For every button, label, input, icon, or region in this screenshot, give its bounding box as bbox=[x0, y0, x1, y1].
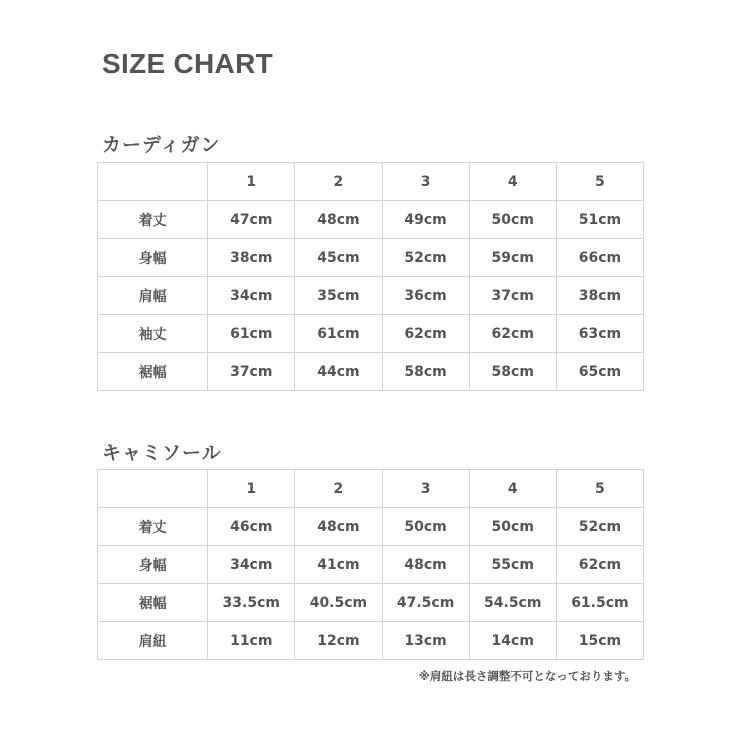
table-cell: 12cm bbox=[295, 622, 382, 660]
table-cell: 14cm bbox=[469, 622, 556, 660]
table-cell: 37cm bbox=[208, 353, 295, 391]
table-cell: 62cm bbox=[382, 315, 469, 353]
row-label: 肩幅 bbox=[98, 277, 208, 315]
table-row bbox=[98, 584, 644, 622]
row-label: 肩紐 bbox=[98, 622, 208, 660]
table-cell: 52cm bbox=[382, 239, 469, 277]
table-cell: 38cm bbox=[556, 277, 643, 315]
table-cell: 13cm bbox=[382, 622, 469, 660]
row-label: 袖丈 bbox=[98, 315, 208, 353]
table-cell: 49cm bbox=[382, 201, 469, 239]
table-cell: 11cm bbox=[208, 622, 295, 660]
table-cell: 48cm bbox=[382, 546, 469, 584]
table-cell: 34cm bbox=[208, 546, 295, 584]
table-cell: 34cm bbox=[208, 277, 295, 315]
table-cell: 52cm bbox=[556, 508, 643, 546]
table-cell: 58cm bbox=[469, 353, 556, 391]
table-cell: 62cm bbox=[469, 315, 556, 353]
row-label: 身幅 bbox=[98, 546, 208, 584]
table-cell: 51cm bbox=[556, 201, 643, 239]
table-row bbox=[98, 353, 644, 391]
table-cell: 45cm bbox=[295, 239, 382, 277]
table-cell: 61cm bbox=[295, 315, 382, 353]
table-cell: 40.5cm bbox=[295, 584, 382, 622]
table-cell: 62cm bbox=[556, 546, 643, 584]
table-cell: 47.5cm bbox=[382, 584, 469, 622]
camisole-size-table bbox=[97, 469, 644, 660]
table-cell: 65cm bbox=[556, 353, 643, 391]
table-row bbox=[98, 315, 644, 353]
table-row bbox=[98, 546, 644, 584]
table-cell: 33.5cm bbox=[208, 584, 295, 622]
table-row bbox=[98, 622, 644, 660]
size-header: 5 bbox=[556, 163, 643, 201]
table-cell: 44cm bbox=[295, 353, 382, 391]
table-cell: 36cm bbox=[382, 277, 469, 315]
table-cell: 38cm bbox=[208, 239, 295, 277]
size-header: 4 bbox=[469, 470, 556, 508]
cardigan-heading: カーディガン bbox=[102, 134, 221, 156]
table-cell: 47cm bbox=[208, 201, 295, 239]
table-cell: 35cm bbox=[295, 277, 382, 315]
table-row bbox=[98, 201, 644, 239]
size-header: 4 bbox=[469, 163, 556, 201]
table-row bbox=[98, 239, 644, 277]
page-title: SIZE CHART bbox=[102, 48, 273, 79]
table-cell: 59cm bbox=[469, 239, 556, 277]
table-cell: 41cm bbox=[295, 546, 382, 584]
corner-cell bbox=[98, 470, 208, 508]
table-row bbox=[98, 277, 644, 315]
cardigan-size-table bbox=[97, 162, 644, 391]
size-header: 5 bbox=[556, 470, 643, 508]
table-cell: 58cm bbox=[382, 353, 469, 391]
size-header: 2 bbox=[295, 163, 382, 201]
table-cell: 15cm bbox=[556, 622, 643, 660]
table-header-row bbox=[98, 470, 644, 508]
row-label: 裾幅 bbox=[98, 353, 208, 391]
size-header: 3 bbox=[382, 163, 469, 201]
row-label: 着丈 bbox=[98, 508, 208, 546]
camisole-heading: キャミソール bbox=[102, 442, 222, 464]
table-cell: 48cm bbox=[295, 508, 382, 546]
table-cell: 66cm bbox=[556, 239, 643, 277]
table-cell: 50cm bbox=[469, 201, 556, 239]
table-cell: 63cm bbox=[556, 315, 643, 353]
table-cell: 37cm bbox=[469, 277, 556, 315]
row-label: 着丈 bbox=[98, 201, 208, 239]
size-header: 3 bbox=[382, 470, 469, 508]
row-label: 裾幅 bbox=[98, 584, 208, 622]
corner-cell bbox=[98, 163, 208, 201]
footnote: ※肩紐は長さ調整不可となっております。 bbox=[418, 669, 636, 683]
size-header: 1 bbox=[208, 470, 295, 508]
table-cell: 48cm bbox=[295, 201, 382, 239]
table-cell: 61cm bbox=[208, 315, 295, 353]
table-cell: 50cm bbox=[469, 508, 556, 546]
row-label: 身幅 bbox=[98, 239, 208, 277]
size-header: 2 bbox=[295, 470, 382, 508]
table-header-row bbox=[98, 163, 644, 201]
size-header: 1 bbox=[208, 163, 295, 201]
table-cell: 61.5cm bbox=[556, 584, 643, 622]
table-cell: 54.5cm bbox=[469, 584, 556, 622]
table-cell: 46cm bbox=[208, 508, 295, 546]
table-cell: 55cm bbox=[469, 546, 556, 584]
table-row bbox=[98, 508, 644, 546]
table-cell: 50cm bbox=[382, 508, 469, 546]
